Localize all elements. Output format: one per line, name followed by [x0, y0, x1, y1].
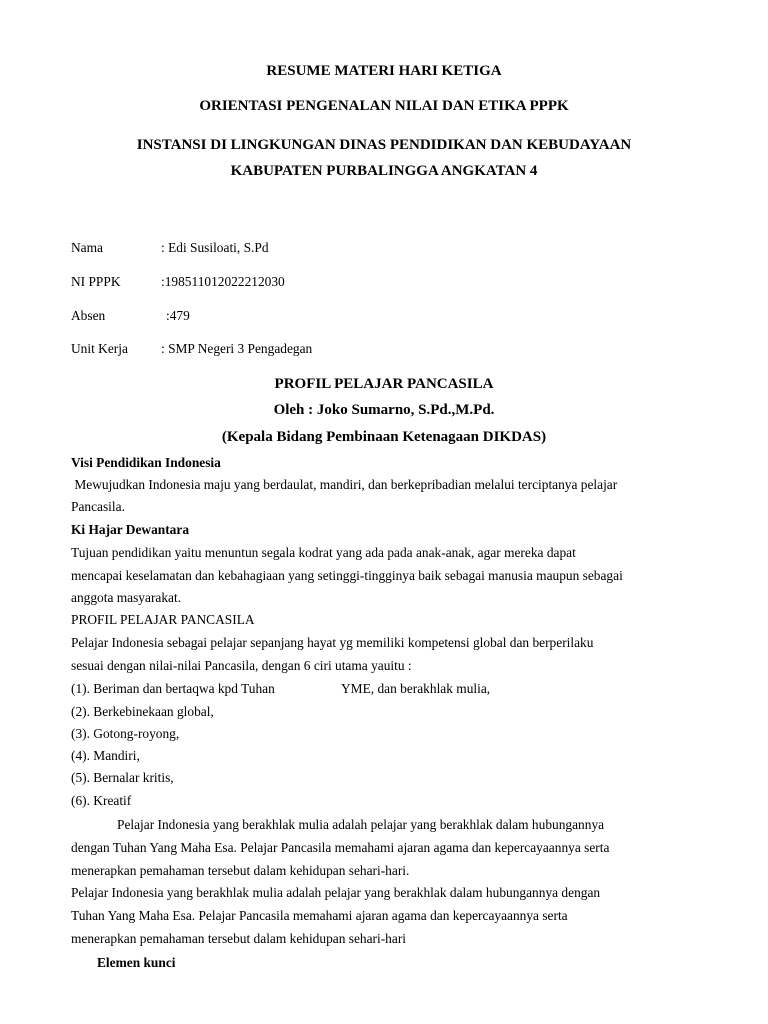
ppp-heading: PROFIL PELAJAR PANCASILA: [71, 612, 255, 627]
list-item-2: (2). Berkebinekaan global,: [71, 704, 214, 719]
visi-text-line: Pancasila.: [71, 499, 125, 514]
list-item-1-continued: YME, dan berakhlak mulia,: [341, 681, 491, 696]
nama-label: Nama: [71, 240, 103, 255]
khd-text-line: mencapai keselamatan dan kebahagiaan yang setinggi-tingginya baik sebagai manusia maupun sebagai: [71, 568, 623, 583]
doc-title: RESUME MATERI HARI KETIGA: [266, 63, 502, 79]
nip-label: NI PPPK: [71, 274, 121, 289]
nama-value: : Edi Susiloati, S.Pd: [161, 240, 269, 255]
visi-heading: Visi Pendidikan Indonesia: [71, 455, 221, 470]
paragraph-2-line: Pelajar Indonesia yang berakhlak mulia adalah pelajar yang berakhlak dalam hubungannya dengan: [71, 885, 601, 900]
ppp-text-line: Pelajar Indonesia sebagai pelajar sepanjang hayat yg memiliki kompetensi global dan berperilaku: [71, 635, 594, 650]
absen-value: :479: [166, 308, 190, 323]
doc-institution-line-2: KABUPATEN PURBALINGGA ANGKATAN 4: [230, 163, 538, 179]
paragraph-2-line: menerapkan pemahaman tersebut dalam kehidupan sehari-hari: [71, 931, 406, 946]
unit-label: Unit Kerja: [71, 341, 128, 356]
paragraph-2-line: Tuhan Yang Maha Esa. Pelajar Pancasila memahami ajaran agama dan kepercayaannya serta: [71, 908, 568, 923]
section-author-role: (Kepala Bidang Pembinaan Ketenagaan DIKDAS): [221, 429, 547, 445]
list-item-1: (1). Beriman dan bertaqwa kpd Tuhan: [71, 681, 275, 696]
section-heading: PROFIL PELAJAR PANCASILA: [274, 376, 494, 392]
nip-value: :198511012022212030: [161, 274, 285, 289]
list-item-6: (6). Kreatif: [71, 793, 132, 808]
khd-heading: Ki Hajar Dewantara: [71, 522, 190, 537]
khd-text-line: anggota masyarakat.: [71, 590, 182, 605]
list-item-3: (3). Gotong-royong,: [71, 726, 180, 741]
list-item-5: (5). Bernalar kritis,: [71, 770, 174, 785]
section-author: Oleh : Joko Sumarno, S.Pd.,M.Pd.: [273, 402, 495, 418]
visi-text-line: Mewujudkan Indonesia maju yang berdaulat, mandiri, dan berkepribadian melalui terciptanya pelajar: [71, 477, 618, 492]
khd-text-line: Tujuan pendidikan yaitu menuntun segala kodrat yang ada pada anak-anak, agar mereka dapat: [71, 545, 576, 560]
doc-subtitle: ORIENTASI PENGENALAN NILAI DAN ETIKA PPPK: [199, 98, 569, 114]
ppp-text-line: sesuai dengan nilai-nilai Pancasila, dengan 6 ciri utama yauitu :: [71, 658, 412, 673]
unit-value: : SMP Negeri 3 Pengadegan: [161, 341, 313, 356]
paragraph-1-line: dengan Tuhan Yang Maha Esa. Pelajar Pancasila memahami ajaran agama dan kepercayaannya serta: [71, 840, 610, 855]
list-item-4: (4). Mandiri,: [71, 748, 140, 763]
absen-label: Absen: [71, 308, 106, 323]
paragraph-1-line: Pelajar Indonesia yang berakhlak mulia adalah pelajar yang berakhlak dalam hubungannya: [117, 817, 605, 832]
elemen-kunci-heading: Elemen kunci: [97, 955, 176, 970]
paragraph-1-line: menerapkan pemahaman tersebut dalam kehidupan sehari-hari.: [71, 863, 410, 878]
doc-institution-line-1: INSTANSI DI LINGKUNGAN DINAS PENDIDIKAN DAN KEBUDAYAAN: [136, 137, 632, 153]
